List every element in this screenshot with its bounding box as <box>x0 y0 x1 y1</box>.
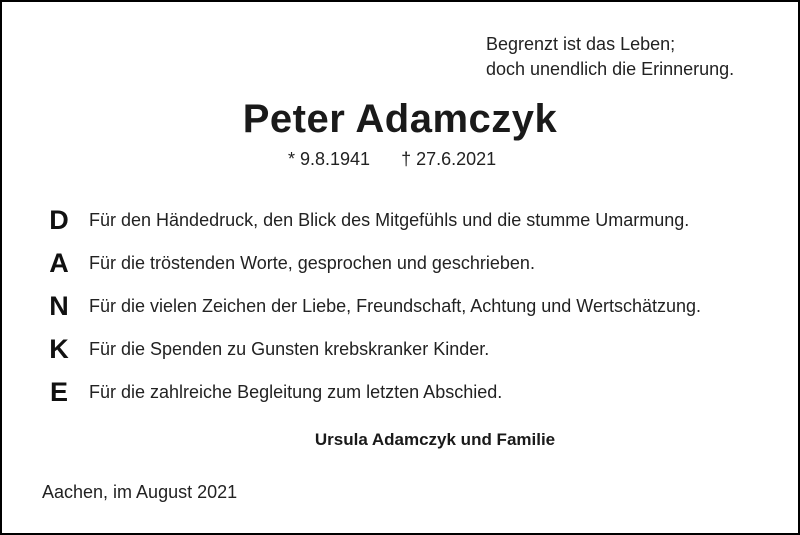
acrostic-letter: A <box>49 248 69 278</box>
deceased-name: Peter Adamczyk <box>242 97 558 141</box>
quote-line-1: Begrenzt ist das Leben; <box>486 34 676 54</box>
acrostic-letter: K <box>49 334 69 364</box>
family-signature: Ursula Adamczyk und Familie <box>314 430 556 449</box>
acrostic-letter: E <box>49 377 68 407</box>
quote-line-2: doch unendlich die Erinnerung. <box>486 59 735 79</box>
acrostic-letter: N <box>49 291 69 321</box>
life-dates <box>288 149 496 170</box>
quote <box>486 32 734 82</box>
birth-date: * 9.8.1941 <box>288 149 371 169</box>
thanks-list <box>89 199 701 414</box>
acrostic-letter: D <box>49 205 69 235</box>
thanks-line: Für den Händedruck, den Blick des Mitgefühls und die stumme Umarmung. <box>89 210 690 230</box>
place-and-date: Aachen, im August 2021 <box>42 482 238 502</box>
danke-acrostic <box>42 199 76 414</box>
thanks-line: Für die Spenden zu Gunsten krebskranker Kinder. <box>89 339 490 359</box>
thanks-line: Für die tröstenden Worte, gesprochen und geschrieben. <box>89 253 535 273</box>
thanks-line: Für die vielen Zeichen der Liebe, Freundschaft, Achtung und Wertschätzung. <box>89 296 702 316</box>
death-date: † 27.6.2021 <box>401 149 497 169</box>
thanks-line: Für die zahlreiche Begleitung zum letzten Abschied. <box>89 382 503 402</box>
